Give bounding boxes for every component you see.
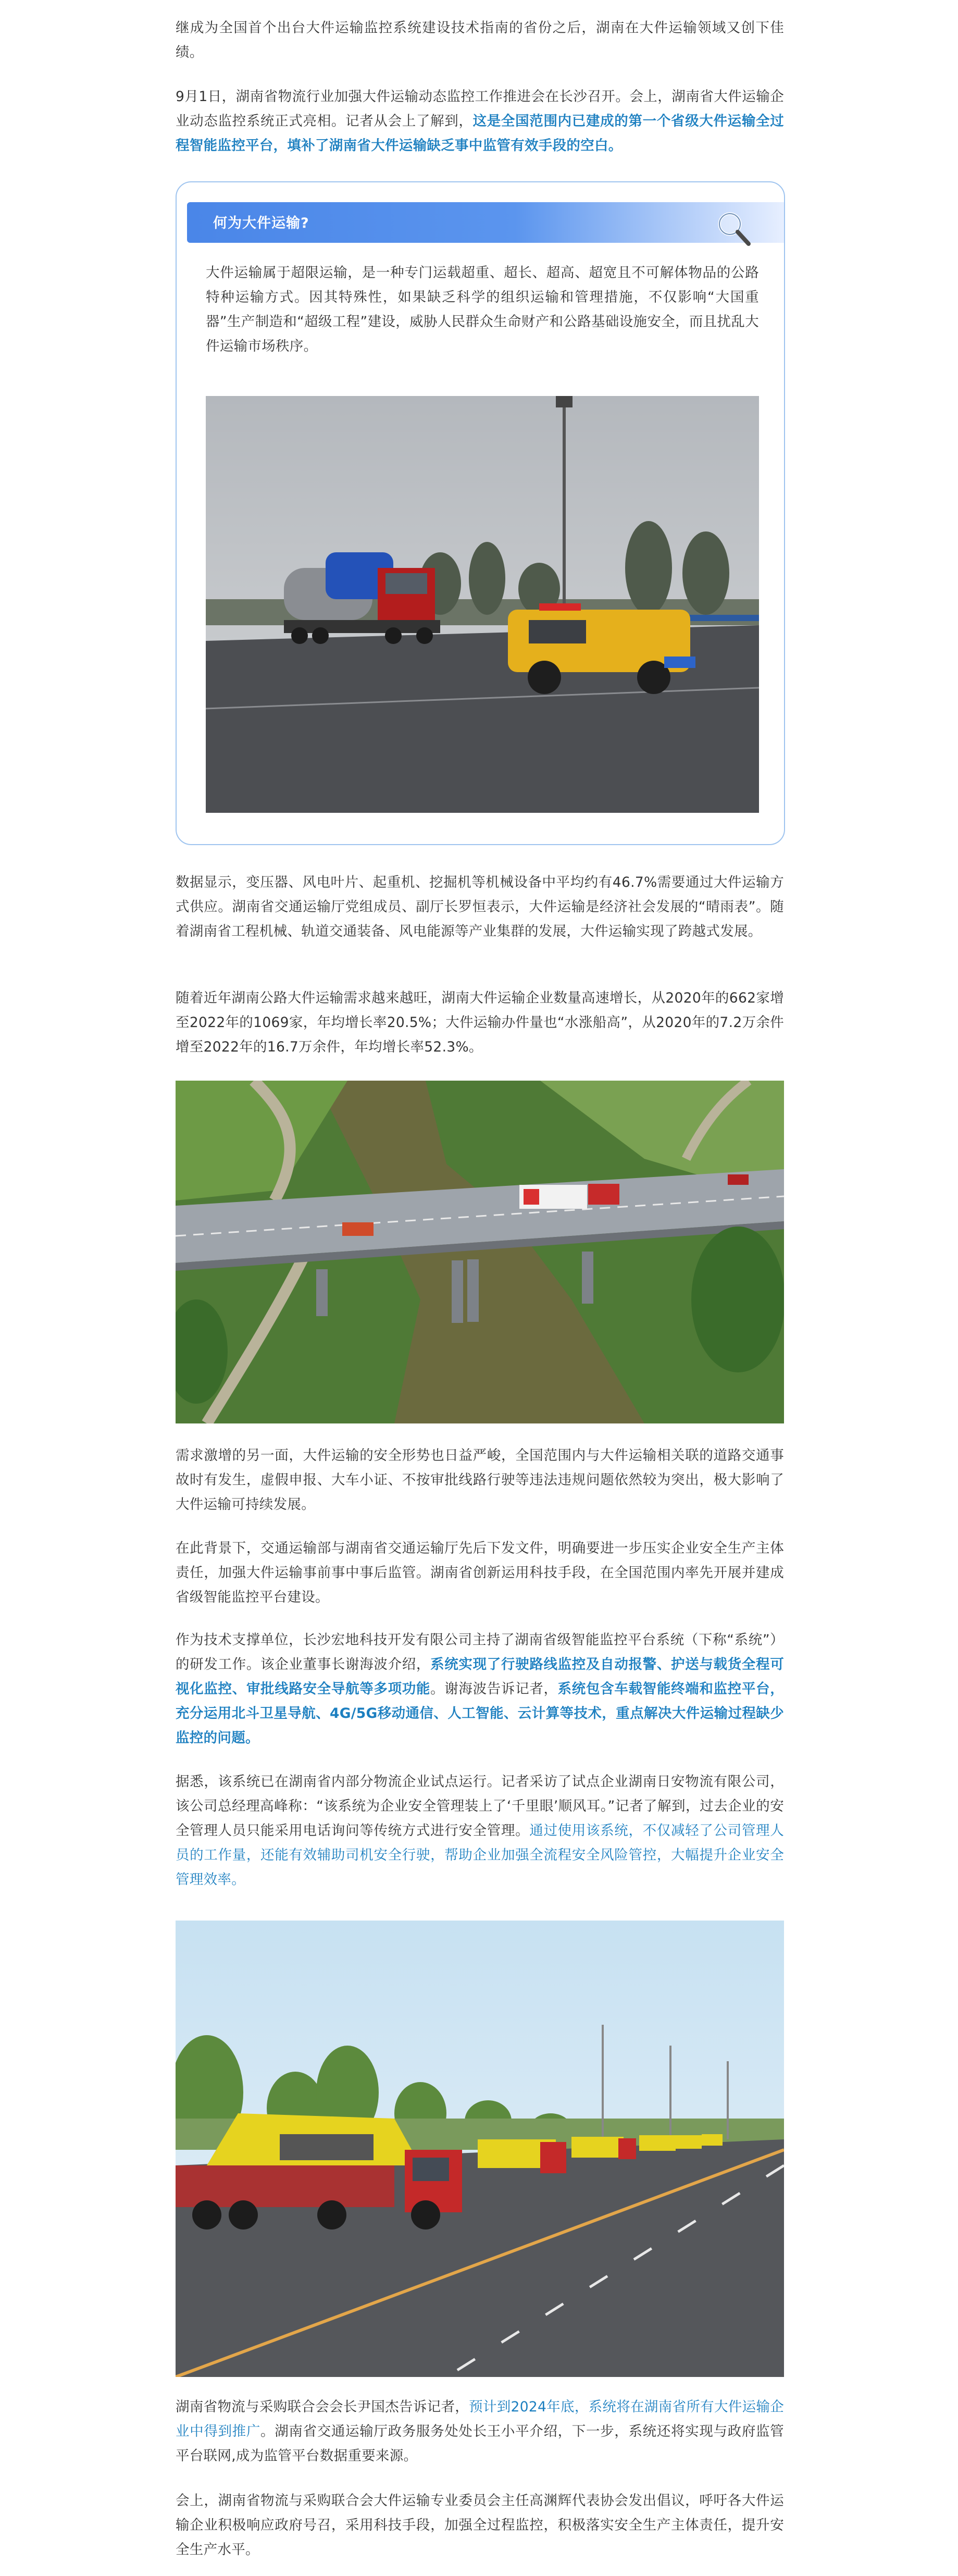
system-paragraph [176,1628,784,1750]
paragraph-text: 数据显示，变压器、风电叶片、起重机、挖掘机等机械设备中平均约有46.7%需要通过大件运输方式供应。湖南省交通运输厅党组成员、副厅长罗恒表示，大件运输是经济社会发展的“晴雨表”。随着湖南省工程机械、轨道交通装备、风电能源等产业集群的发展，大件运输实现了跨越式发展。 [176,874,784,939]
magnifier-icon [711,207,758,249]
paragraph-text [176,84,784,158]
truck-escort-image [206,396,759,813]
paragraph-text: 会上，湖南省物流与采购联合会大件运输专业委员会主任高渊辉代表协会发出倡议，呼吁各大件运输企业积极响应政府号召，采用科技手段，加强全过程监控，积极落实安全生产主体责任，提升安全生产水平。 [176,2493,784,2558]
info-box-header [187,202,784,243]
trial-paragraph [176,1769,784,1892]
meeting-paragraph [176,84,784,158]
highlight-text: 通过使用该系统，不仅减轻了公司管理人员的工作量，还能有效辅助司机安全行驶，帮助企业加强全流程安全风险管控，大幅提升企业安全管理效率。 [176,1823,784,1888]
paragraph-text [176,1628,784,1750]
intro-paragraph [176,16,784,65]
bridge-aerial-image [176,1081,784,1423]
promotion-paragraph [176,2395,784,2468]
info-box-body [206,261,759,358]
initiative-paragraph [176,2488,784,2562]
paragraph-text [176,2395,784,2468]
paragraph-text-plain: 。湖南省交通运输厅政务服务处处长王小平介绍，下一步，系统还将实现与政府监管平台联网,成为监管平台数据重要来源。 [176,2423,784,2464]
paragraph-text-plain: 据悉，该系统已在湖南省内部分物流企业试点运行。记者采访了试点企业湖南日安物流有限公司，该公司总经理高峰称：“该系统为企业安全管理装上了‘千里眼’顺风耳。”记者了解到，过去企业的安全管理人员只能采用电话询问等传统方式进行安全管理。 [176,1774,784,1839]
paragraph-text-plain: 。谢海波告诉记者， [430,1681,558,1697]
highlight-text: 系统包含车载智能终端和监控平台，充分运用北斗卫星导航、4G/5G移动通信、人工智能、云计算等技术，重点解决大件运输过程缺少监控的问题。 [176,1681,784,1746]
paragraph-text: 随着近年湖南公路大件运输需求越来越旺，湖南大件运输企业数量高速增长，从2020年的662家增至2022年的1069家，年均增长率20.5%；大件运输办件量也“水涨船高”，从2020年的7.2万余件增至2022年的16.7万余件，年均增长率52.3%。 [176,990,784,1055]
paragraph-text: 在此背景下，交通运输部与湖南省交通运输厅先后下发文件，明确要进一步压实企业安全生产主体责任，加强大件运输事前事中事后监管。湖南省创新运用科技手段，在全国范围内率先开展并建成省级智能监控平台建设。 [176,1540,784,1605]
paragraph-text-plain: 作为技术支撑单位，长沙宏地科技开发有限公司主持了湖南省级智能监控平台系统（下称“系统”）的研发工作。该企业董事长谢海波介绍， [176,1632,784,1673]
paragraph-text-plain: 9月1日，湖南省物流行业加强大件运输动态监控工作推进会在长沙召开。会上，湖南省大件运输企业动态监控系统正式亮相。记者从会上了解到， [176,89,784,129]
info-box-text: 大件运输属于超限运输，是一种专门运载超重、超长、超高、超宽且不可解体物品的公路特种运输方式。因其特殊性，如果缺乏科学的组织运输和管理措施，不仅影响“大国重器”生产制造和“超级工程”建设，威胁人民群众生命财产和公路基础设施安全，而且扰乱大件运输市场秩序。 [206,265,759,354]
data-paragraph [176,870,784,944]
info-box [176,181,785,845]
highlight-text: 系统实现了行驶路线监控及自动报警、护送与载货全程可视化监控、审批线路安全导航等多项功能 [176,1656,785,1697]
highlight-text: 这是全国范围内已建成的第一个省级大件运输全过程智能监控平台，填补了湖南省大件运输缺乏事中监管有效手段的空白。 [176,113,784,154]
safety-paragraph [176,1443,784,1517]
paragraph-text: 继成为全国首个出台大件运输监控系统建设技术指南的省份之后，湖南在大件运输领域又创下佳绩。 [176,20,784,60]
paragraph-text [176,1769,784,1892]
highlight-text: 预计到2024年底，系统将在湖南省所有大件运输企业中得到推广 [176,2399,785,2439]
paragraph-text: 需求激增的另一面，大件运输的安全形势也日益严峻，全国范围内与大件运输相关联的道路交通事故时有发生，虚假申报、大车小证、不按审批线路行驶等违法违规问题依然较为突出，极大影响了大件运输可持续发展。 [176,1447,784,1513]
paragraph-text-plain: 湖南省物流与采购联合会会长尹国杰告诉记者， [176,2399,469,2415]
background-paragraph [176,1536,784,1609]
convoy-highway-image [176,1921,784,2377]
growth-paragraph [176,986,784,1059]
info-box-title: 何为大件运输? [213,215,309,231]
